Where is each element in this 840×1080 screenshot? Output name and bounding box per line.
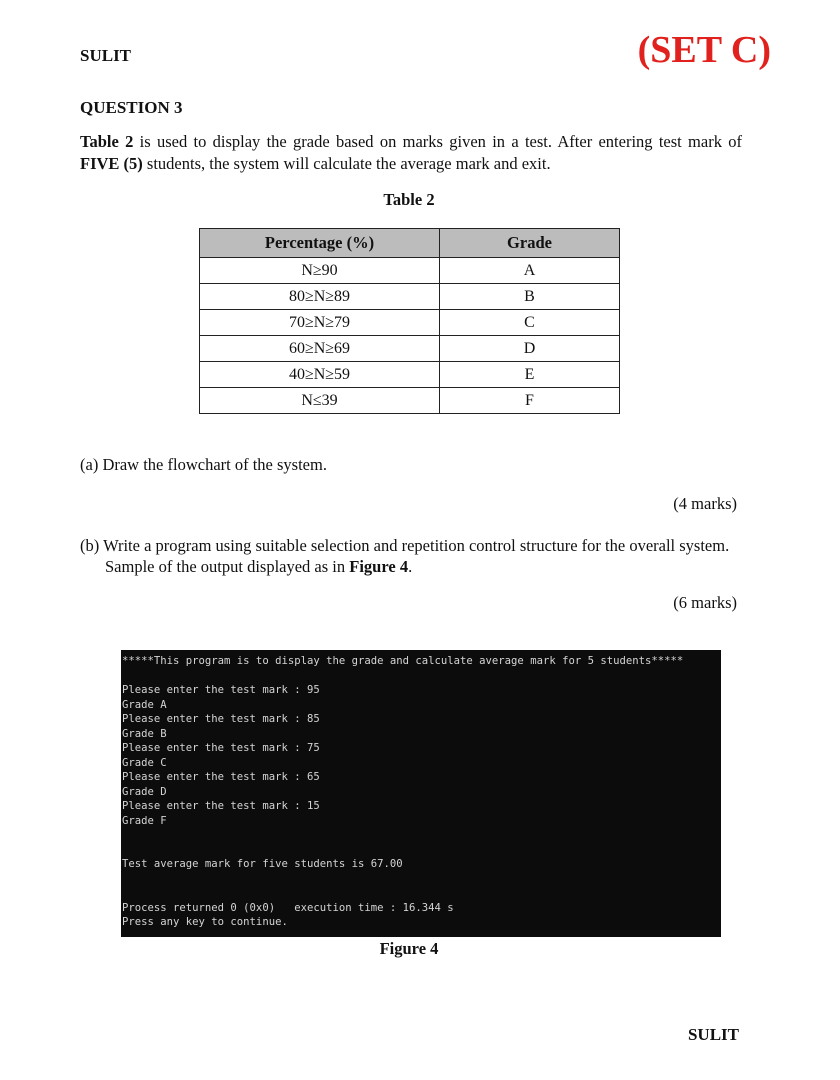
grade-table: [199, 228, 620, 414]
question-intro: [80, 131, 742, 175]
part-b-marks: (6 marks): [673, 593, 737, 612]
console-line: [122, 669, 721, 684]
console-line: Grade F: [122, 814, 167, 827]
table-row: [200, 284, 620, 310]
part-b-line-2-text: Sample of the output displayed as in: [105, 557, 350, 576]
table-row: [200, 362, 620, 388]
header-grade: Grade: [440, 229, 620, 258]
part-b-figure-ref: Figure 4: [349, 557, 409, 576]
grade-cell: F: [440, 388, 620, 414]
table-row: [200, 388, 620, 414]
console-line: Grade B: [122, 727, 167, 740]
console-line: Please enter the test mark : 95: [122, 684, 320, 696]
question-title: QUESTION 3: [80, 98, 183, 117]
table-row: [200, 336, 620, 362]
part-b-line-1: (b) Write a program using suitable selection and repetition control structure for the overall system.: [80, 536, 730, 555]
percentage-cell: 40≥N≥59: [200, 362, 440, 388]
console-line: Test average mark for five students is 67.00: [122, 858, 403, 870]
console-line: [122, 828, 721, 843]
figure-caption: Figure 4: [379, 939, 439, 958]
set-label: (SET C): [637, 29, 771, 71]
console-line: [122, 872, 721, 887]
grade-cell: E: [440, 362, 620, 388]
console-line: [122, 886, 721, 901]
part-b-line-2-end: .: [408, 557, 413, 576]
grade-cell: A: [440, 258, 620, 284]
console-line: Grade C: [122, 756, 167, 769]
console-line: Please enter the test mark : 85: [122, 713, 320, 725]
intro-table-ref: Table 2: [80, 132, 134, 151]
grade-cell: B: [440, 284, 620, 310]
grade-cell: C: [440, 310, 620, 336]
console-line: [122, 843, 721, 858]
console-line: *****This program is to display the grade and calculate average mark for 5 students*****: [122, 655, 684, 667]
console-line: Grade A: [122, 698, 167, 711]
percentage-cell: N≤39: [200, 388, 440, 414]
percentage-cell: 60≥N≥69: [200, 336, 440, 362]
header-sulit-label: SULIT: [80, 46, 132, 65]
percentage-cell: 70≥N≥79: [200, 310, 440, 336]
console-line: Please enter the test mark : 75: [122, 742, 320, 754]
intro-text-2: students, the system will calculate the average mark and exit.: [142, 154, 551, 173]
part-a-question: (a) Draw the flowchart of the system.: [80, 455, 327, 474]
part-a-marks: (4 marks): [673, 494, 737, 513]
console-line: Press any key to continue.: [122, 916, 288, 928]
part-b-line-2: [80, 556, 742, 577]
percentage-cell: 80≥N≥89: [200, 284, 440, 310]
grade-cell: D: [440, 336, 620, 362]
intro-five-ref: FIVE (5): [80, 154, 143, 173]
console-line: Please enter the test mark : 65: [122, 771, 320, 783]
console-output-screenshot: [121, 650, 721, 937]
table-header-row: [200, 229, 620, 258]
intro-text-1: is used to display the grade based on marks given in a test. After entering test mark of: [133, 132, 742, 151]
header-percentage: Percentage (%): [200, 229, 440, 258]
part-b-question: [80, 535, 742, 577]
table-row: [200, 310, 620, 336]
table-caption: Table 2: [383, 190, 435, 209]
console-line: Please enter the test mark : 15: [122, 800, 320, 812]
footer-sulit-label: SULIT: [687, 1025, 739, 1044]
console-line: Grade D: [122, 785, 167, 798]
console-line: Process returned 0 (0x0) execution time : 16.344 s: [122, 901, 454, 914]
percentage-cell: N≥90: [200, 258, 440, 284]
table-row: [200, 258, 620, 284]
